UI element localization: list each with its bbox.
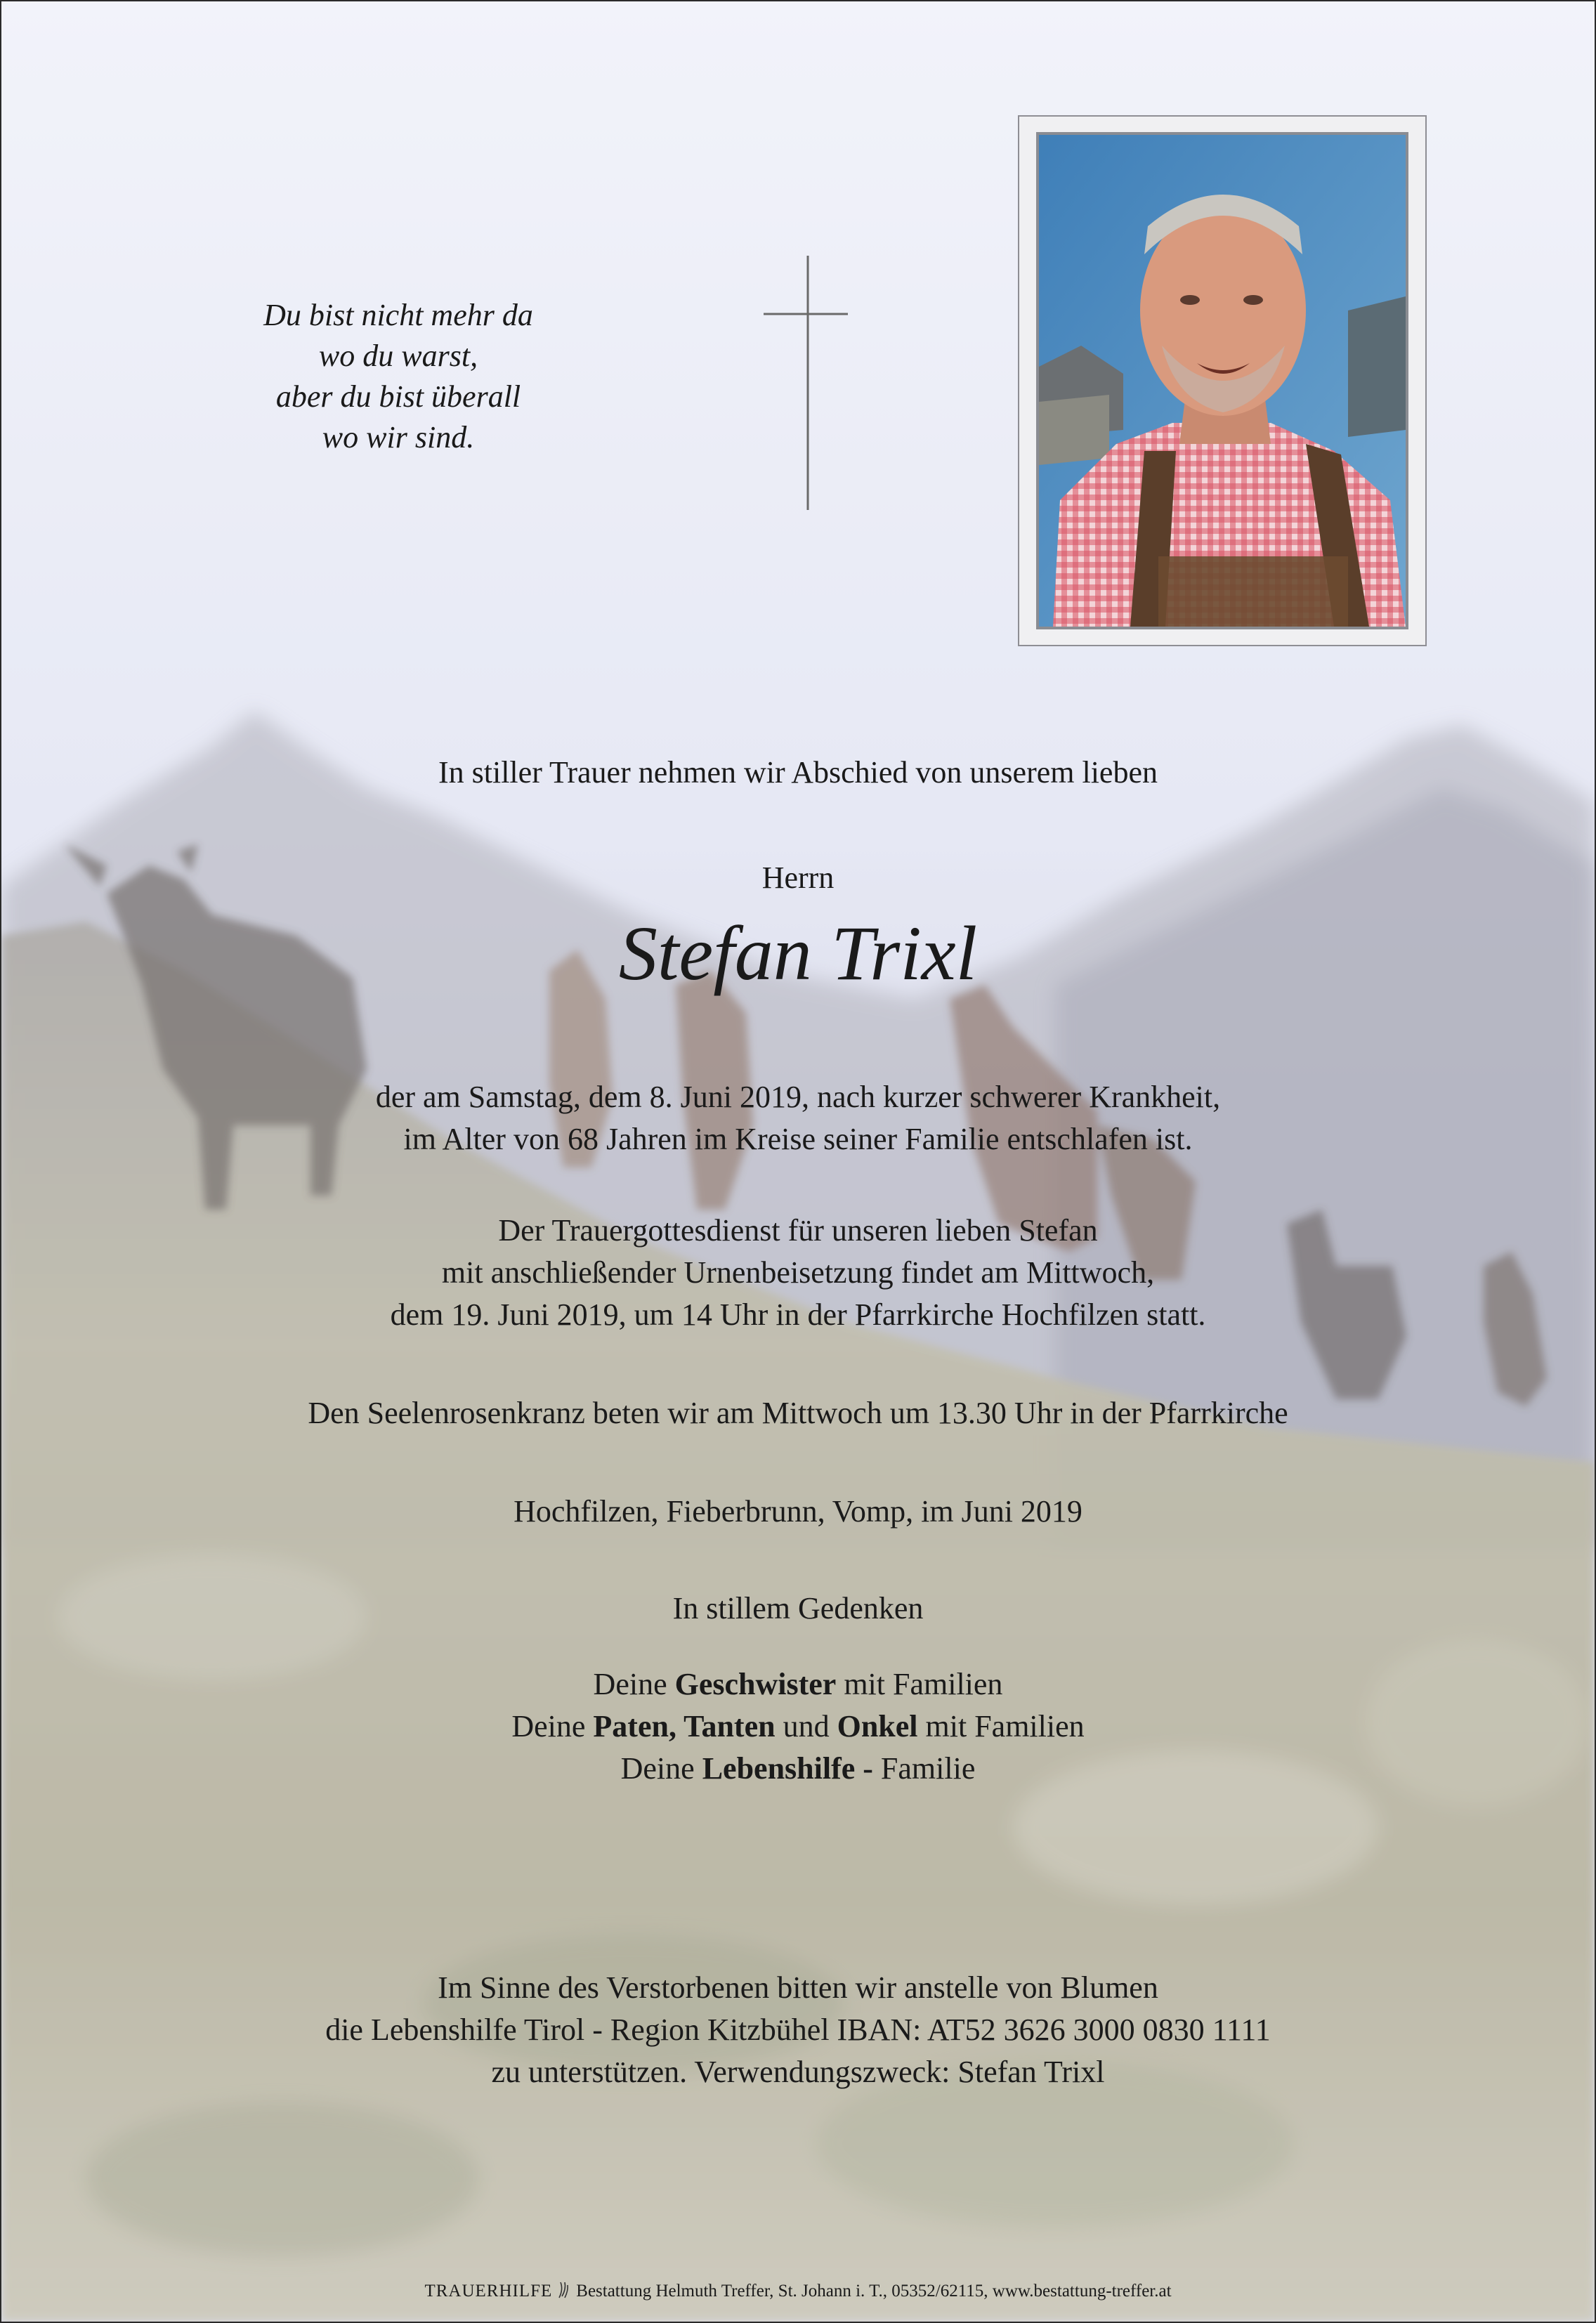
poem-line: wo wir sind. bbox=[322, 420, 475, 454]
place-and-date bbox=[1, 1491, 1595, 1533]
death-line-2: im Alter von 68 Jahren im Kreise seiner Familie entschlafen ist. bbox=[403, 1122, 1193, 1156]
death-notice bbox=[1, 1076, 1595, 1160]
mourner-suffix: mit Familien bbox=[836, 1667, 1003, 1701]
poem-line: Du bist nicht mehr da bbox=[263, 298, 533, 332]
mourner-prefix: Deine bbox=[511, 1709, 594, 1743]
memory-heading bbox=[1, 1588, 1595, 1630]
intro-line: In stiller Trauer nehmen wir Abschied von unserem lieben bbox=[438, 755, 1158, 790]
intro-text bbox=[1, 752, 1595, 794]
mourner-prefix: Deine bbox=[620, 1751, 702, 1786]
funeral-service bbox=[1, 1210, 1595, 1336]
donation-line-1: Im Sinne des Verstorbenen bitten wir anstelle von Blumen bbox=[438, 1970, 1158, 2005]
death-line-1: der am Samstag, dem 8. Juni 2019, nach kurzer schwerer Krankheit, bbox=[375, 1080, 1221, 1114]
mourner-group: Paten, Tanten bbox=[593, 1709, 776, 1743]
donation-request bbox=[1, 1967, 1595, 2093]
mourner-connector: und bbox=[775, 1709, 837, 1743]
cross-icon bbox=[764, 256, 848, 510]
donation-line-3: zu unterstützen. Verwendungszweck: Stefan Trixl bbox=[491, 2055, 1105, 2089]
mourner-line-3 bbox=[1, 1748, 1595, 1790]
salutation bbox=[1, 857, 1595, 899]
memory-line: In stillem Gedenken bbox=[672, 1591, 924, 1625]
footer-brand: TRAUERHILFE bbox=[424, 2282, 553, 2301]
mourner-group: Onkel bbox=[837, 1709, 918, 1743]
service-line-1: Der Trauergottesdienst für unseren lieben Stefan bbox=[498, 1213, 1098, 1248]
poem-line: aber du bist überall bbox=[275, 379, 521, 414]
mourner-line-1 bbox=[1, 1663, 1595, 1706]
mourner-prefix: Deine bbox=[593, 1667, 675, 1701]
portrait-frame bbox=[1018, 115, 1427, 646]
salutation-text: Herrn bbox=[761, 861, 835, 895]
service-line-2: mit anschließender Urnenbeisetzung findet am Mittwoch, bbox=[441, 1255, 1155, 1290]
mourner-group: Geschwister bbox=[674, 1667, 837, 1701]
mourner-suffix: mit Familien bbox=[917, 1709, 1085, 1743]
portrait-photo bbox=[1036, 132, 1408, 629]
deceased-name bbox=[1, 908, 1595, 999]
mourners-list bbox=[1, 1663, 1595, 1790]
footer-text: Bestattung Helmuth Treffer, St. Johann i. T., 05352/62115, www.bestattung-treffer.at bbox=[576, 2282, 1172, 2301]
donation-line-2: die Lebenshilfe Tirol - Region Kitzbühel IBAN: AT52 3626 3000 0830 1111 bbox=[325, 2013, 1271, 2047]
place-date-line: Hochfilzen, Fieberbrunn, Vomp, im Juni 2019 bbox=[514, 1494, 1082, 1529]
poem bbox=[163, 295, 634, 458]
mourner-line-2 bbox=[1, 1706, 1595, 1748]
mourner-group: Lebenshilfe - bbox=[702, 1751, 873, 1786]
footer bbox=[1, 2279, 1595, 2302]
service-line-3: dem 19. Juni 2019, um 14 Uhr in der Pfarrkirche Hochfilzen statt. bbox=[390, 1297, 1206, 1332]
mourner-suffix: Familie bbox=[872, 1751, 976, 1786]
undertaker-logo-icon bbox=[556, 2279, 570, 2301]
deceased-name-text: Stefan Trixl bbox=[618, 910, 978, 996]
poem-line: wo du warst, bbox=[318, 339, 478, 373]
rosary-line: Den Seelenrosenkranz beten wir am Mittwoch um 13.30 Uhr in der Pfarrkirche bbox=[308, 1396, 1288, 1430]
rosary-notice bbox=[1, 1392, 1595, 1434]
